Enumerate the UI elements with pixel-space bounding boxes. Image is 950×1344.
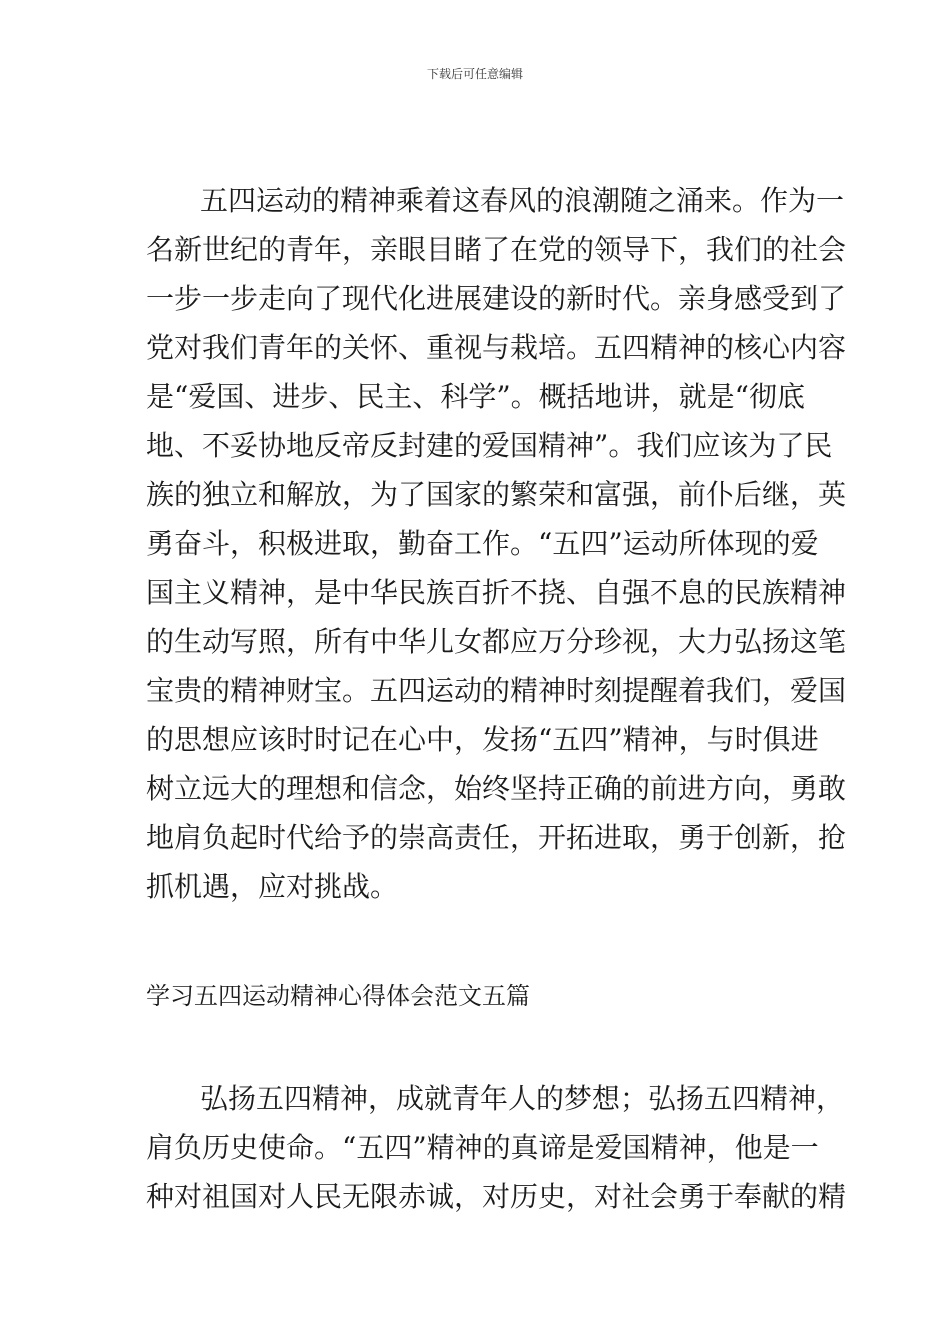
paragraph-2 xyxy=(146,1074,847,1221)
paragraph-line: 地肩负起时代给予的崇高责任，开拓进取，勇于创新，抢 xyxy=(146,821,847,854)
paragraph-line: 国主义精神，是中华民族百折不挠、自强不息的民族精神 xyxy=(146,576,847,609)
paragraph-line: 宝贵的精神财宝。五四运动的精神时刻提醒着我们，爱国 xyxy=(146,674,847,707)
paragraph-line: 树立远大的理想和信念，始终坚持正确的前进方向，勇敢 xyxy=(146,772,847,805)
paragraph-line: 的生动写照，所有中华儿女都应万分珍视，大力弘扬这笔 xyxy=(146,625,847,658)
paragraph-line: 肩负历史使命。“五四”精神的真谛是爱国精神，他是一 xyxy=(146,1131,819,1164)
paragraph-line: 党对我们青年的关怀、重视与栽培。五四精神的核心内容 xyxy=(146,331,847,364)
paragraph-line: 是“爱国、进步、民主、科学”。概括地讲，就是“彻底 xyxy=(146,380,805,413)
paragraph-line: 弘扬五四精神，成就青年人的梦想；弘扬五四精神， xyxy=(200,1082,845,1115)
paragraph-line: 一步一步走向了现代化进展建设的新时代。亲身感受到了 xyxy=(146,282,847,315)
paragraph-1 xyxy=(146,176,847,911)
section-heading: 学习五四运动精神心得体会范文五篇 xyxy=(146,982,530,1010)
paragraph-line: 族的独立和解放，为了国家的繁荣和富强，前仆后继，英 xyxy=(146,478,847,511)
paragraph-line: 五四运动的精神乘着这春风的浪潮随之涌来。作为一 xyxy=(200,184,845,217)
paragraph-line: 的思想应该时时记在心中，发扬“五四”精神，与时俱进 xyxy=(146,723,819,756)
paragraph-line: 勇奋斗，积极进取，勤奋工作。“五四”运动所体现的爱 xyxy=(146,527,819,560)
paragraph-line: 种对祖国对人民无限赤诚，对历史，对社会勇于奉献的精 xyxy=(146,1180,847,1213)
paragraph-line: 地、不妥协地反帝反封建的爱国精神”。我们应该为了民 xyxy=(146,429,833,462)
paragraph-line: 名新世纪的青年，亲眼目睹了在党的领导下，我们的社会 xyxy=(146,233,847,266)
page-header: 下载后可任意编辑 xyxy=(426,67,523,81)
paragraph-line: 抓机遇，应对挑战。 xyxy=(146,870,399,903)
